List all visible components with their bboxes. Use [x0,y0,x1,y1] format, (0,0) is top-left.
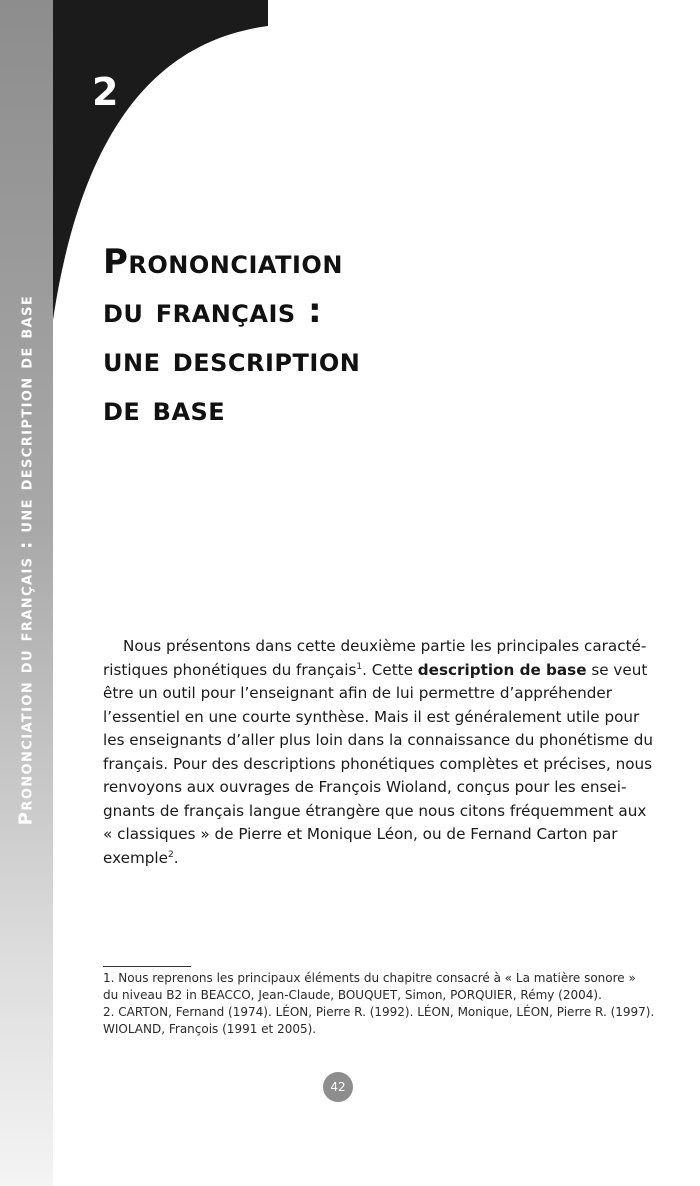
body-line: ristiques phonétiques du français$^1$. Cette description de base se veut [103,660,648,679]
side-running-title: Prononciation du français : une description de base [15,294,37,826]
body-line: exemple$^2$. [103,848,179,867]
footnote-line: du niveau B2 in BEACCO, Jean-Claude, BOUQUET, Simon, PORQUIER, Rémy (2004). [103,988,602,1002]
footnote-ref-2[interactable]: 2 [167,849,174,860]
side-bar [0,0,53,1186]
body-line: « classiques » de Pierre et Monique Léon, ou de Fernand Carton par [103,825,618,843]
chapter-title-line: une description [103,340,361,380]
chapter-title-line: Prononciation [103,242,343,282]
body-line: renvoyons aux ouvrages de François Wioland, conçus pour les ensei- [103,778,627,796]
footnotes [103,970,655,1038]
footnote-line: WIOLAND, François (1991 et 2005). [103,1022,317,1036]
body-paragraph [103,635,653,870]
footnote-ref-1[interactable]: 1 [356,661,363,672]
body-line: gnants de français langue étrangère que nous citons fréquemment aux [103,801,647,820]
body-line: français. Pour des descriptions phonétiques complètes et précises, nous [103,754,653,773]
body-line: être un outil pour l’enseignant afin de lui permettre d’appréhender [103,684,612,702]
body-line: Nous présentons dans cette deuxième partie les principales caracté- [123,637,647,655]
body-line: l’essentiel en une courte synthèse. Mais il est généralement utile pour [103,707,640,726]
chapter-number: 2 [92,70,119,114]
bold-term: description de base [417,660,587,679]
footnote-divider [103,966,191,967]
footnote-line: 1. Nous reprenons les principaux éléments du chapitre consacré à « La matière sonore » [103,971,636,985]
body-line: les enseignants d’aller plus loin dans la connaissance du phonétisme du [103,731,653,749]
page-number-badge: 42 [323,1072,353,1102]
chapter-title-line: du français : [103,291,323,331]
chapter-title [103,238,543,434]
chapter-title-line: de base [103,389,226,429]
footnote-line: 2. CARTON, Fernand (1974). LÉON, Pierre R. (1992). LÉON, Monique, LÉON, Pierre R. (1997). [103,1005,655,1019]
